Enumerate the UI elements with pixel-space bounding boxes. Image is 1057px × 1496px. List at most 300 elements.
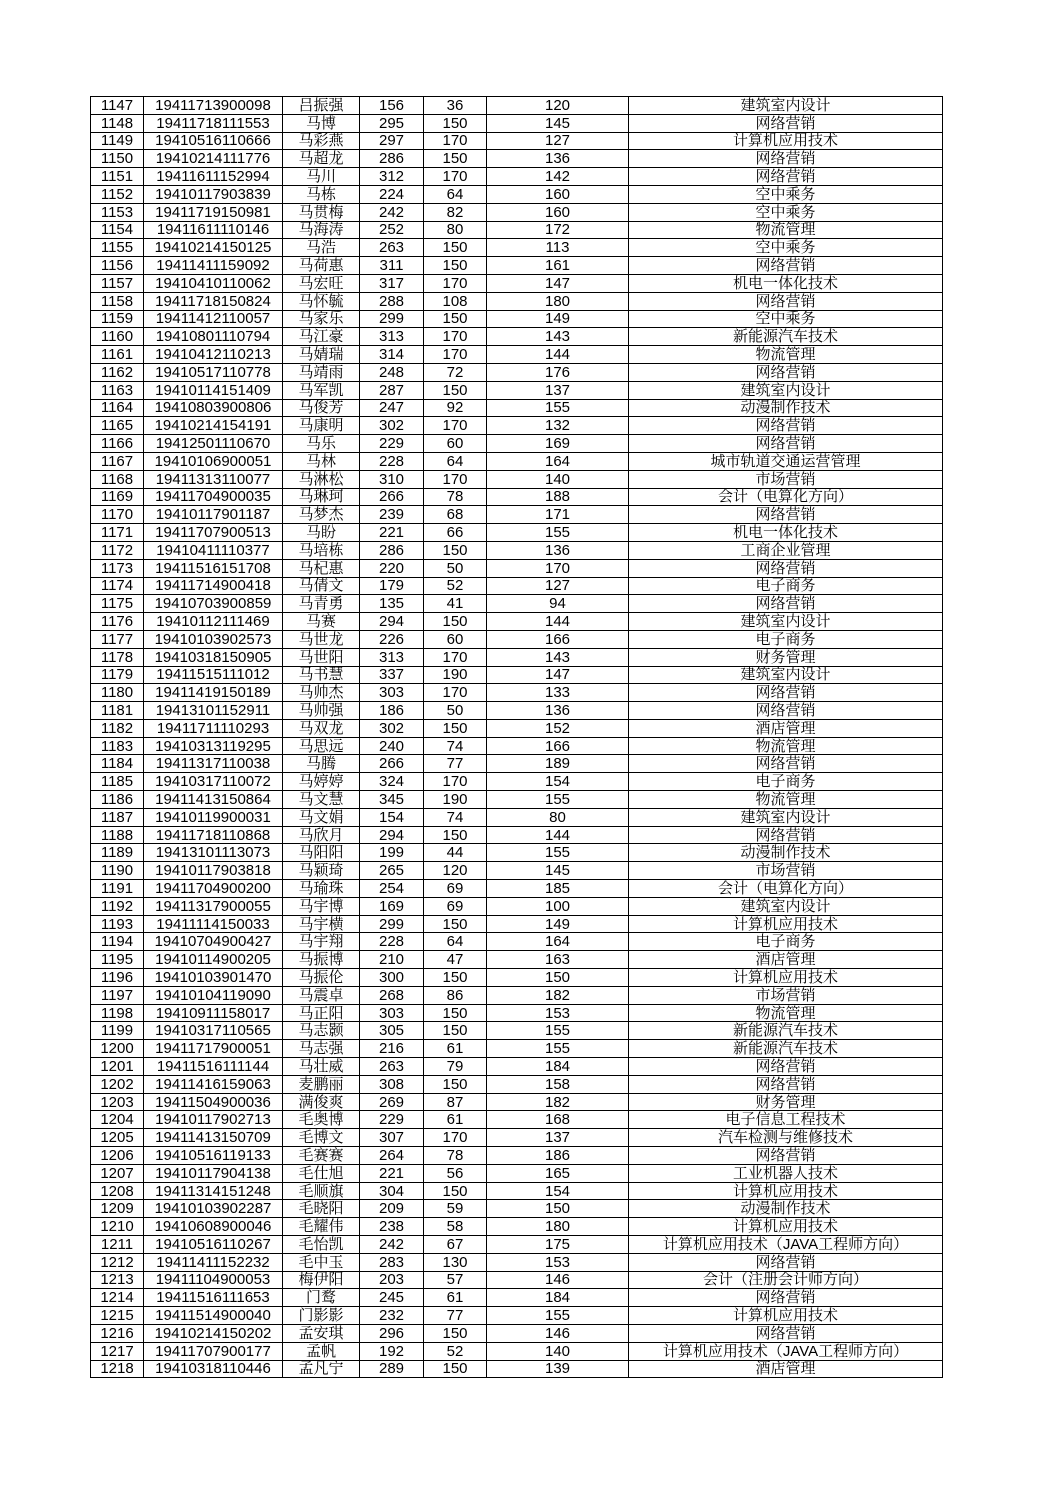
table-row [91, 363, 943, 381]
total-score-cell: 299 [360, 915, 424, 933]
table-row [91, 114, 943, 132]
row-number-cell: 1173 [91, 559, 144, 577]
score-a-cell: 64 [424, 185, 487, 203]
table-row [91, 310, 943, 328]
score-b-cell: 169 [487, 435, 629, 453]
table-row [91, 1147, 943, 1165]
score-a-cell: 150 [424, 381, 487, 399]
table-row [91, 488, 943, 506]
score-b-cell: 143 [487, 648, 629, 666]
row-number-cell: 1175 [91, 595, 144, 613]
major-cell: 网络营销 [629, 168, 943, 186]
table-row [91, 1075, 943, 1093]
exam-id-cell: 19410214150202 [144, 1324, 283, 1342]
exam-id-cell: 19410214111776 [144, 150, 283, 168]
major-cell: 财务管理 [629, 648, 943, 666]
major-cell: 工业机器人技术 [629, 1164, 943, 1182]
score-a-cell: 170 [424, 417, 487, 435]
exam-id-cell: 19410704900427 [144, 933, 283, 951]
total-score-cell: 224 [360, 185, 424, 203]
exam-id-cell: 19411504900036 [144, 1093, 283, 1111]
score-a-cell: 150 [424, 150, 487, 168]
name-cell: 马瑜珠 [283, 880, 360, 898]
exam-id-cell: 19411413150709 [144, 1129, 283, 1147]
score-b-cell: 168 [487, 1111, 629, 1129]
major-cell: 空中乘务 [629, 310, 943, 328]
exam-id-cell: 19411718111553 [144, 114, 283, 132]
table-row [91, 1218, 943, 1236]
score-a-cell: 78 [424, 488, 487, 506]
name-cell: 门影影 [283, 1307, 360, 1325]
score-b-cell: 172 [487, 221, 629, 239]
table-row [91, 933, 943, 951]
score-b-cell: 149 [487, 310, 629, 328]
score-a-cell: 150 [424, 1324, 487, 1342]
table-row [91, 577, 943, 595]
score-b-cell: 171 [487, 506, 629, 524]
score-a-cell: 36 [424, 97, 487, 115]
total-score-cell: 294 [360, 613, 424, 631]
total-score-cell: 210 [360, 951, 424, 969]
score-a-cell: 150 [424, 826, 487, 844]
score-a-cell: 78 [424, 1147, 487, 1165]
score-a-cell: 68 [424, 506, 487, 524]
table-row [91, 346, 943, 364]
score-b-cell: 155 [487, 791, 629, 809]
row-number-cell: 1148 [91, 114, 144, 132]
exam-id-cell: 19410317110072 [144, 773, 283, 791]
total-score-cell: 268 [360, 986, 424, 1004]
table-row [91, 1164, 943, 1182]
exam-id-cell: 19410318110446 [144, 1360, 283, 1378]
row-number-cell: 1184 [91, 755, 144, 773]
score-b-cell: 161 [487, 257, 629, 275]
major-cell: 网络营销 [629, 755, 943, 773]
score-b-cell: 180 [487, 292, 629, 310]
score-a-cell: 120 [424, 862, 487, 880]
score-a-cell: 52 [424, 577, 487, 595]
name-cell: 孟帆 [283, 1342, 360, 1360]
exam-id-cell: 19411707900177 [144, 1342, 283, 1360]
name-cell: 麦鹏丽 [283, 1075, 360, 1093]
table-row [91, 630, 943, 648]
major-cell: 网络营销 [629, 1075, 943, 1093]
total-score-cell: 294 [360, 826, 424, 844]
total-score-cell: 302 [360, 417, 424, 435]
major-cell: 会计（电算化方向） [629, 880, 943, 898]
exam-id-cell: 19410411110377 [144, 541, 283, 559]
exam-id-cell: 19410114151409 [144, 381, 283, 399]
exam-id-cell: 19411317110038 [144, 755, 283, 773]
name-cell: 马培栋 [283, 541, 360, 559]
score-a-cell: 190 [424, 791, 487, 809]
major-cell: 网络营销 [629, 1253, 943, 1271]
table-row [91, 755, 943, 773]
exam-id-cell: 19411713900098 [144, 97, 283, 115]
score-b-cell: 120 [487, 97, 629, 115]
table-row [91, 648, 943, 666]
name-cell: 马志强 [283, 1040, 360, 1058]
score-b-cell: 155 [487, 399, 629, 417]
major-cell: 网络营销 [629, 702, 943, 720]
name-cell: 马欣月 [283, 826, 360, 844]
name-cell: 毛仕旭 [283, 1164, 360, 1182]
exam-id-cell: 19410703900859 [144, 595, 283, 613]
total-score-cell: 314 [360, 346, 424, 364]
score-a-cell: 61 [424, 1289, 487, 1307]
score-b-cell: 170 [487, 559, 629, 577]
table-row [91, 132, 943, 150]
score-b-cell: 155 [487, 1040, 629, 1058]
row-number-cell: 1190 [91, 862, 144, 880]
name-cell: 马志颢 [283, 1022, 360, 1040]
major-cell: 网络营销 [629, 826, 943, 844]
row-number-cell: 1151 [91, 168, 144, 186]
score-a-cell: 150 [424, 969, 487, 987]
score-a-cell: 64 [424, 452, 487, 470]
score-b-cell: 150 [487, 969, 629, 987]
score-b-cell: 136 [487, 702, 629, 720]
exam-id-cell: 19410516110666 [144, 132, 283, 150]
total-score-cell: 289 [360, 1360, 424, 1378]
table-row [91, 1324, 943, 1342]
row-number-cell: 1181 [91, 702, 144, 720]
score-b-cell: 140 [487, 470, 629, 488]
score-a-cell: 64 [424, 933, 487, 951]
row-number-cell: 1197 [91, 986, 144, 1004]
total-score-cell: 288 [360, 292, 424, 310]
name-cell: 马震卓 [283, 986, 360, 1004]
name-cell: 马靖雨 [283, 363, 360, 381]
table-row [91, 684, 943, 702]
name-cell: 马书慧 [283, 666, 360, 684]
score-b-cell: 185 [487, 880, 629, 898]
score-a-cell: 150 [424, 1360, 487, 1378]
exam-id-cell: 19410103901470 [144, 969, 283, 987]
name-cell: 孟安琪 [283, 1324, 360, 1342]
score-a-cell: 77 [424, 755, 487, 773]
name-cell: 吕振强 [283, 97, 360, 115]
score-b-cell: 160 [487, 185, 629, 203]
major-cell: 建筑室内设计 [629, 897, 943, 915]
score-b-cell: 188 [487, 488, 629, 506]
exam-id-cell: 19410117904138 [144, 1164, 283, 1182]
total-score-cell: 252 [360, 221, 424, 239]
total-score-cell: 317 [360, 274, 424, 292]
score-a-cell: 150 [424, 257, 487, 275]
table-row [91, 737, 943, 755]
name-cell: 马振伦 [283, 969, 360, 987]
exam-id-cell: 19411611110146 [144, 221, 283, 239]
major-cell: 计算机应用技术 [629, 1307, 943, 1325]
score-b-cell: 137 [487, 1129, 629, 1147]
table-row [91, 1058, 943, 1076]
total-score-cell: 303 [360, 684, 424, 702]
major-cell: 网络营销 [629, 1289, 943, 1307]
major-cell: 计算机应用技术 [629, 969, 943, 987]
major-cell: 新能源汽车技术 [629, 1022, 943, 1040]
total-score-cell: 307 [360, 1129, 424, 1147]
row-number-cell: 1203 [91, 1093, 144, 1111]
major-cell: 空中乘务 [629, 203, 943, 221]
score-a-cell: 61 [424, 1040, 487, 1058]
exam-id-cell: 19411515111012 [144, 666, 283, 684]
score-b-cell: 154 [487, 1182, 629, 1200]
exam-id-cell: 19410608900046 [144, 1218, 283, 1236]
table-row [91, 844, 943, 862]
name-cell: 马川 [283, 168, 360, 186]
score-b-cell: 155 [487, 1022, 629, 1040]
score-b-cell: 144 [487, 826, 629, 844]
score-a-cell: 150 [424, 310, 487, 328]
name-cell: 马荷惠 [283, 257, 360, 275]
row-number-cell: 1160 [91, 328, 144, 346]
exam-id-cell: 19410516119133 [144, 1147, 283, 1165]
row-number-cell: 1202 [91, 1075, 144, 1093]
name-cell: 马江豪 [283, 328, 360, 346]
name-cell: 马帅强 [283, 702, 360, 720]
score-b-cell: 155 [487, 844, 629, 862]
score-a-cell: 150 [424, 239, 487, 257]
exam-id-cell: 19413101152911 [144, 702, 283, 720]
table-row [91, 880, 943, 898]
score-a-cell: 69 [424, 897, 487, 915]
exam-id-cell: 19411516111144 [144, 1058, 283, 1076]
row-number-cell: 1194 [91, 933, 144, 951]
exam-id-cell: 19410317110565 [144, 1022, 283, 1040]
exam-id-cell: 19411516151708 [144, 559, 283, 577]
name-cell: 马文娟 [283, 808, 360, 826]
row-number-cell: 1163 [91, 381, 144, 399]
name-cell: 满俊爽 [283, 1093, 360, 1111]
table-row [91, 381, 943, 399]
exam-id-cell: 19411411159092 [144, 257, 283, 275]
score-b-cell: 137 [487, 381, 629, 399]
exam-id-cell: 19411717900051 [144, 1040, 283, 1058]
major-cell: 电子信息工程技术 [629, 1111, 943, 1129]
table-row [91, 221, 943, 239]
score-b-cell: 113 [487, 239, 629, 257]
exam-id-cell: 19411718110868 [144, 826, 283, 844]
name-cell: 马盼 [283, 524, 360, 542]
total-score-cell: 312 [360, 168, 424, 186]
exam-id-cell: 19410103902287 [144, 1200, 283, 1218]
major-cell: 计算机应用技术 [629, 915, 943, 933]
score-a-cell: 170 [424, 470, 487, 488]
name-cell: 马杞惠 [283, 559, 360, 577]
score-a-cell: 170 [424, 328, 487, 346]
score-b-cell: 165 [487, 1164, 629, 1182]
major-cell: 网络营销 [629, 1324, 943, 1342]
exam-id-cell: 19410103902573 [144, 630, 283, 648]
score-b-cell: 184 [487, 1058, 629, 1076]
score-a-cell: 150 [424, 541, 487, 559]
exam-id-cell: 19411104900053 [144, 1271, 283, 1289]
total-score-cell: 324 [360, 773, 424, 791]
exam-id-cell: 19411411152232 [144, 1253, 283, 1271]
score-b-cell: 149 [487, 915, 629, 933]
exam-id-cell: 19412501110670 [144, 435, 283, 453]
total-score-cell: 310 [360, 470, 424, 488]
row-number-cell: 1201 [91, 1058, 144, 1076]
total-score-cell: 232 [360, 1307, 424, 1325]
row-number-cell: 1161 [91, 346, 144, 364]
score-a-cell: 150 [424, 114, 487, 132]
major-cell: 网络营销 [629, 417, 943, 435]
major-cell: 工商企业管理 [629, 541, 943, 559]
major-cell: 计算机应用技术（JAVA工程师方向） [629, 1236, 943, 1254]
total-score-cell: 287 [360, 381, 424, 399]
score-b-cell: 147 [487, 666, 629, 684]
score-b-cell: 80 [487, 808, 629, 826]
major-cell: 电子商务 [629, 933, 943, 951]
score-a-cell: 108 [424, 292, 487, 310]
score-b-cell: 153 [487, 1253, 629, 1271]
total-score-cell: 313 [360, 328, 424, 346]
score-b-cell: 152 [487, 719, 629, 737]
name-cell: 梅伊阳 [283, 1271, 360, 1289]
score-a-cell: 170 [424, 168, 487, 186]
major-cell: 会计（注册会计师方向） [629, 1271, 943, 1289]
total-score-cell: 254 [360, 880, 424, 898]
total-score-cell: 265 [360, 862, 424, 880]
total-score-cell: 247 [360, 399, 424, 417]
row-number-cell: 1174 [91, 577, 144, 595]
major-cell: 城市轨道交通运营管理 [629, 452, 943, 470]
name-cell: 马宇横 [283, 915, 360, 933]
total-score-cell: 337 [360, 666, 424, 684]
name-cell: 马世龙 [283, 630, 360, 648]
score-a-cell: 170 [424, 773, 487, 791]
table-row [91, 1022, 943, 1040]
exam-id-cell: 19411514900040 [144, 1307, 283, 1325]
major-cell: 建筑室内设计 [629, 381, 943, 399]
total-score-cell: 220 [360, 559, 424, 577]
score-a-cell: 150 [424, 915, 487, 933]
table-row [91, 1111, 943, 1129]
table-row [91, 1129, 943, 1147]
exam-id-cell: 19410117903839 [144, 185, 283, 203]
table-row [91, 524, 943, 542]
major-cell: 酒店管理 [629, 951, 943, 969]
score-b-cell: 143 [487, 328, 629, 346]
exam-id-cell: 19411714900418 [144, 577, 283, 595]
total-score-cell: 311 [360, 257, 424, 275]
major-cell: 机电一体化技术 [629, 274, 943, 292]
row-number-cell: 1156 [91, 257, 144, 275]
score-b-cell: 176 [487, 363, 629, 381]
major-cell: 网络营销 [629, 150, 943, 168]
table-row [91, 470, 943, 488]
exam-id-cell: 19410117903818 [144, 862, 283, 880]
score-b-cell: 144 [487, 346, 629, 364]
name-cell: 马宇博 [283, 897, 360, 915]
table-row [91, 595, 943, 613]
exam-id-cell: 19410114900205 [144, 951, 283, 969]
score-b-cell: 136 [487, 541, 629, 559]
major-cell: 空中乘务 [629, 239, 943, 257]
exam-id-cell: 19411719150981 [144, 203, 283, 221]
name-cell: 马乐 [283, 435, 360, 453]
total-score-cell: 305 [360, 1022, 424, 1040]
name-cell: 毛顺旗 [283, 1182, 360, 1200]
score-b-cell: 182 [487, 986, 629, 1004]
table-row [91, 257, 943, 275]
exam-id-cell: 19413101113073 [144, 844, 283, 862]
name-cell: 毛博文 [283, 1129, 360, 1147]
total-score-cell: 263 [360, 239, 424, 257]
major-cell: 计算机应用技术（JAVA工程师方向） [629, 1342, 943, 1360]
major-cell: 网络营销 [629, 1058, 943, 1076]
total-score-cell: 286 [360, 150, 424, 168]
total-score-cell: 296 [360, 1324, 424, 1342]
name-cell: 马壮威 [283, 1058, 360, 1076]
table-row [91, 897, 943, 915]
score-b-cell: 166 [487, 737, 629, 755]
score-b-cell: 184 [487, 1289, 629, 1307]
row-number-cell: 1215 [91, 1307, 144, 1325]
name-cell: 马正阳 [283, 1004, 360, 1022]
exam-id-cell: 19410516110267 [144, 1236, 283, 1254]
row-number-cell: 1176 [91, 613, 144, 631]
total-score-cell: 266 [360, 488, 424, 506]
row-number-cell: 1205 [91, 1129, 144, 1147]
score-a-cell: 69 [424, 880, 487, 898]
score-a-cell: 150 [424, 719, 487, 737]
score-b-cell: 94 [487, 595, 629, 613]
score-a-cell: 44 [424, 844, 487, 862]
score-a-cell: 52 [424, 1342, 487, 1360]
major-cell: 建筑室内设计 [629, 97, 943, 115]
major-cell: 新能源汽车技术 [629, 1040, 943, 1058]
score-a-cell: 150 [424, 1075, 487, 1093]
row-number-cell: 1211 [91, 1236, 144, 1254]
row-number-cell: 1217 [91, 1342, 144, 1360]
total-score-cell: 154 [360, 808, 424, 826]
row-number-cell: 1199 [91, 1022, 144, 1040]
exam-id-cell: 19410412110213 [144, 346, 283, 364]
major-cell: 网络营销 [629, 595, 943, 613]
row-number-cell: 1170 [91, 506, 144, 524]
exam-id-cell: 19410106900051 [144, 452, 283, 470]
name-cell: 马军凯 [283, 381, 360, 399]
score-a-cell: 56 [424, 1164, 487, 1182]
table-row [91, 97, 943, 115]
major-cell: 网络营销 [629, 292, 943, 310]
major-cell: 财务管理 [629, 1093, 943, 1111]
table-row [91, 185, 943, 203]
table-row [91, 915, 943, 933]
exam-id-cell: 19411711110293 [144, 719, 283, 737]
row-number-cell: 1179 [91, 666, 144, 684]
table-row [91, 1342, 943, 1360]
score-a-cell: 61 [424, 1111, 487, 1129]
table-row [91, 719, 943, 737]
row-number-cell: 1157 [91, 274, 144, 292]
name-cell: 马梦杰 [283, 506, 360, 524]
score-b-cell: 132 [487, 417, 629, 435]
major-cell: 网络营销 [629, 1147, 943, 1165]
exam-id-cell: 19410911158017 [144, 1004, 283, 1022]
row-number-cell: 1158 [91, 292, 144, 310]
score-a-cell: 50 [424, 702, 487, 720]
score-a-cell: 47 [424, 951, 487, 969]
table-row [91, 951, 943, 969]
score-b-cell: 153 [487, 1004, 629, 1022]
name-cell: 马青勇 [283, 595, 360, 613]
row-number-cell: 1150 [91, 150, 144, 168]
table-row [91, 773, 943, 791]
